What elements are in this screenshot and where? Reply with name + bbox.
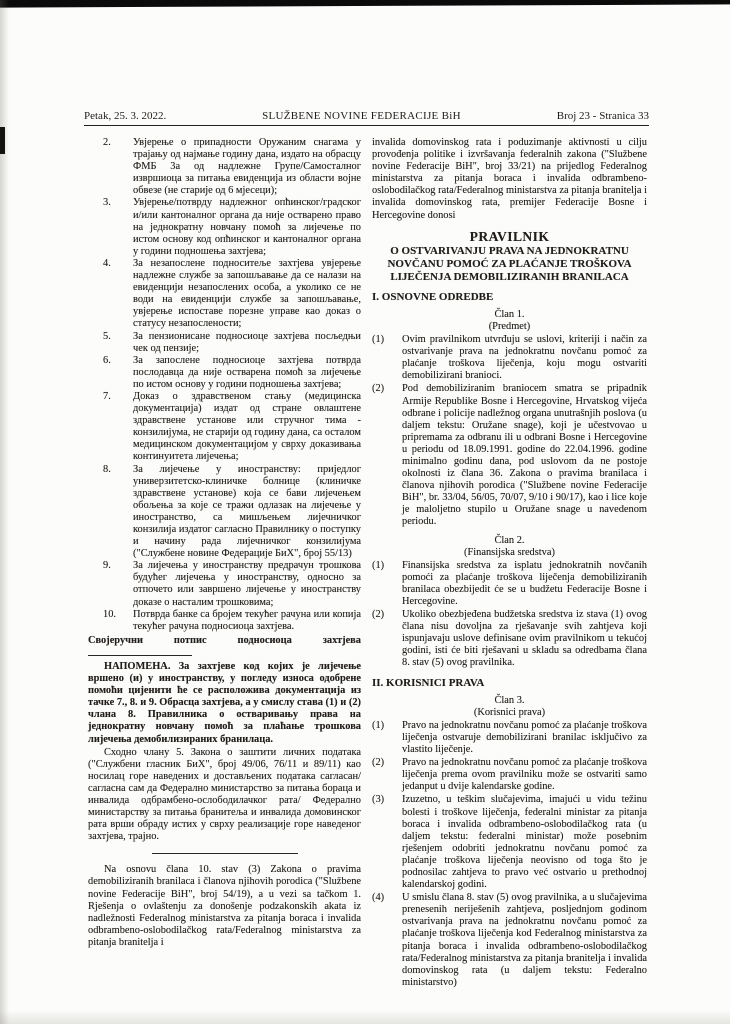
list-item bbox=[88, 355, 361, 391]
list-item bbox=[88, 258, 361, 331]
list-item-number: 4. bbox=[103, 257, 111, 269]
paragraph-text: Finansijska sredstva za isplatu jednokratnih novčanih pomoći za plaćanje troškova liječenja demobiliziranih branilaca obezbijedit će se u budžetu Federacije Bosne i Hercegovine. bbox=[402, 559, 647, 607]
list-item-number: 9. bbox=[103, 560, 111, 572]
list-item bbox=[88, 609, 361, 633]
paragraph-number: (1) bbox=[372, 559, 385, 571]
scan-artifact-mark bbox=[0, 127, 5, 154]
article-paragraph bbox=[372, 560, 647, 608]
list-item-number: 8. bbox=[103, 463, 111, 475]
list-item-text: Потврда банке са бројем текућег рачуна или копија текућег рачуна подносиоца захтјева. bbox=[133, 608, 361, 632]
document-title: PRAVILNIK bbox=[469, 228, 550, 244]
article-3-heading: Član 3. bbox=[494, 694, 525, 706]
list-item-text: За пензионисане подносиоце захтјева посљедњи чек од пензије; bbox=[133, 330, 361, 354]
paragraph-text: Pod demobiliziranim braniocem smatra se pripadnik Armije Republike Bosne i Hercegovine, Hrvatskog vijeća odbrane i policije nadležnog organa unutrašnjih poslova (u daljem tekstu: Oružane snage), koji je učestvovao u pripremama za odbranu ili u odbrani Bosne i Hercegovine u periodu od 18.09.1991. godine do 22.04.1996. godine minimalno godinu dana, pod uslovom da ne postoje okolnosti iz člana 36. Zakona o pravima branilaca i članova njihovih porodica ("Službene novine Federacije BiH", br. 33/04, 56/05, 70/07, 9/10 i 90/17), kao i lice koje je maloljetno stupilo u Oružane snage u navedenom periodu. bbox=[402, 383, 647, 528]
list-item-text: За запослене подносиоце захтјева потврда послодавца да није остварена помоћ за лијечење по истом основу у години подношења захтјева; bbox=[133, 354, 361, 390]
article-paragraph bbox=[372, 892, 647, 989]
list-item-text: Увјерење о припадности Оружаним снагама у трајању од најмање годину дана, издато на обрасцу ФМБ 3а од надлежне Групе/Самосталног извршиоца за питања евиденција из области војне обвезе (не старије од 6 мјесеци); bbox=[133, 137, 361, 197]
legal-basis-continuation: invalida domovinskog rata i poduzimanje aktivnosti u cilju provođenja politike i izvršavanja federalnih zakona ("Službene novine Federacije BiH", broj 33/21) na prijedlog Federalnog ministarstva za pitanja boraca i invalida odbrambeno-oslobodilačkog rata/Federalnog ministarstva za pitanja branitelja i invalida domovinskog rata, premijer Federacije Bosne i Hercegovine donosi bbox=[372, 137, 647, 221]
paragraph-text: Ukoliko obezbjeđena budžetska sredstva iz stava (1) ovog člana nisu dovoljna za rješavanje svih zahtjeva koji ispunjavaju uslove definisane ovim pravilnikom u tekućoj godini, isti će biti rješavani u skladu sa odredbama člana 8. stav (5) ovog pravilnika. bbox=[402, 609, 647, 669]
article-paragraph bbox=[372, 720, 647, 756]
article-paragraph bbox=[372, 794, 647, 891]
list-item bbox=[88, 464, 361, 561]
paragraph-number: (1) bbox=[372, 719, 385, 731]
left-column bbox=[88, 137, 361, 949]
article-3-subheading: (Korisnici prava) bbox=[473, 706, 546, 718]
paragraph-number: (1) bbox=[372, 334, 385, 346]
list-item-number: 2. bbox=[103, 137, 111, 148]
list-item bbox=[88, 331, 361, 355]
signature-line: Својеручни потпис подносиоца захтјева bbox=[88, 634, 361, 646]
paragraph-number: (4) bbox=[372, 892, 385, 904]
paragraph-number: (3) bbox=[372, 794, 385, 806]
list-item bbox=[88, 391, 361, 464]
page-header bbox=[84, 110, 649, 126]
list-item-text: За лијечење у иностранству: приједлог универзитетско-клиничке болнице (клиничке здравствене установе) која се бави лијечењем обољења за које се тражи одлазак на лијечење у иностранство, са мишљењем лијечничког конзилија издатог сагласно Правилнику о поступку и начину рада лијечничког конзилијума ("Службене новине Федерације БиХ", број 55/13) bbox=[133, 463, 361, 560]
legal-basis-paragraph: Na osnovu člana 10. stav (3) Zakona o pravima demobiliziranih branilaca i članova njihovih porodica ("Službene novine Federacije BiH", broj 54/19), a u vezi sa tačkom 1. Rješenja o ovlaštenju za donošenje podzakonskih akata iz nadležnosti Federalnog ministarstva za pitanja boraca i invalida odbrambeno-oslobodilačkog rata/Federalnog ministarstva za pitanja branitelja i bbox=[88, 864, 361, 948]
list-item-text: Увјерење/потврду надлежног опћинског/градског и/или кантоналног органа да није остварено право на једнократну новчану помоћ за лијечење по истом основу код опћинског и кантоналног органа у години подношења захтјева; bbox=[133, 197, 361, 257]
paragraph-text: Pravo na jednokratnu novčanu pomoć za plaćanje troškova liječenja ostvaruje demobilizirani branilac isključivo za vlastito liječenje. bbox=[402, 719, 647, 756]
list-item-number: 7. bbox=[103, 390, 111, 402]
paragraph-text: Ovim pravilnikom utvrđuju se uslovi, kriteriji i način za ostvarivanje prava na jednokratnu novčanu pomoć za plaćanje troškova liječenja, koju mogu ostvariti demobilizirani branioci. bbox=[402, 334, 647, 382]
header-title: SLUŽBENE NOVINE FEDERACIJE BiH bbox=[262, 110, 461, 122]
header-date: Petak, 25. 3. 2022. bbox=[84, 110, 167, 122]
paragraph-number: (2) bbox=[372, 757, 385, 769]
article-1-subheading: (Predmet) bbox=[488, 320, 531, 332]
list-item bbox=[88, 560, 361, 608]
article-paragraph bbox=[372, 609, 647, 669]
header-page-number: Broj 23 - Stranica 33 bbox=[556, 110, 649, 122]
article-2-heading: Član 2. bbox=[494, 534, 525, 546]
paragraph-number: (2) bbox=[372, 609, 385, 621]
scan-edge-bottom bbox=[0, 1010, 730, 1024]
list-item bbox=[88, 137, 361, 197]
section-separator bbox=[152, 853, 298, 854]
paragraph-text: U smislu člana 8. stav (5) ovog pravilnika, a u slučajevima prenesenih neriješenih zahtjeva, posljednjom godinom ostvarivanja prava na jednokratnu novčanu pomoć za plaćanje troškova liječenja kod Federalnog ministarstva za pitanja boraca i invalida odbrambeno-oslobodilačkog rata/Federalnog ministarstva za pitanja branitelja i invalida domovinskog rata (u daljem tekstu: Federalno ministarstvo) bbox=[402, 892, 647, 988]
list-item-number: 6. bbox=[103, 354, 111, 366]
article-paragraph bbox=[372, 757, 647, 793]
right-column bbox=[372, 137, 647, 989]
list-item-number: 10. bbox=[103, 608, 116, 620]
list-item-text: Доказ о здравственом стању (медицинска документација) издат од стране овлаштене здравствене установе или стручног тима - конзилијума, не старији од годину дана, са осталом медицинском документацијом у сврху доказивања континуитета лијечења; bbox=[133, 390, 361, 463]
section-heading-2: II. KORISNICI PRAVA bbox=[372, 676, 485, 689]
article-2-subheading: (Finansijska sredstva) bbox=[464, 546, 555, 558]
article-1-heading: Član 1. bbox=[494, 308, 525, 320]
note-paragraph: НАПОМЕНА. За захтјеве код којих је лијечење вршено (и) у иностранству, у погледу износа одобрене помоћи цијенити ће се расположива документација из тачке 7., 8. и 9. Обрасца захтјева, а у смислу става (1) и (2) члана 8. Правилника о остваривању права на једнократну новчану помоћ за плаћање трошкова лијечења демобилизираних бранилаца. bbox=[88, 660, 361, 745]
document-subtitle: O OSTVARIVANJU PRAVA NA JEDNOKRATNU NOVČANU POMOĆ ZA PLAĆANJE TROŠKOVA LIJEČENJA DEMOBILIZIRANIH BRANILACA bbox=[387, 244, 632, 283]
scan-edge-top bbox=[0, 0, 730, 8]
list-item bbox=[88, 197, 361, 257]
list-item-text: За лијечења у иностранству предрачун трошкова будућег лијечења у иностранству, односно за отпочето или завршено лијечење у иностранству доказе о насталим трошковима; bbox=[133, 560, 361, 608]
section-heading-1: I. OSNOVNE ODREDBE bbox=[372, 290, 494, 303]
footnote-separator bbox=[88, 655, 192, 656]
paragraph-number: (2) bbox=[372, 383, 385, 395]
list-item-number: 5. bbox=[103, 330, 111, 342]
paragraph-text: Izuzetno, u teškim slučajevima, imajući u vidu težinu bolesti i troškove liječenja, federalni ministar za pitanja boraca i invalida odbrambeno-oslobodilačkog rata (u daljem tekstu: federalni ministar) može posebnim rješenjem odobriti jednokratnu novčanu pomoć za plaćanje troškova liječenja neovisno od toga što je podnosilac zahtjeva to pravo već ostvario u prethodnoj kalendarskoj godini. bbox=[402, 794, 647, 891]
data-protection-paragraph: Сходно члану 5. Закона о заштити личних података ("Службени гласник БиХ", број 49/06, 76/11 и 89/11) као носилац горе наведених и достављених података сагласан/сагласна сам да Федерално министарство за питања бораца и инвалида одбрамбено-ослободилачког рата/ Федерално министарству за питања бранитеља и инвалида домовинског рата врши обраду истих у сврху реализације горе наведеног захтјева, трајно. bbox=[88, 746, 361, 843]
article-paragraph bbox=[372, 334, 647, 382]
paragraph-text: Pravo na jednokratnu novčanu pomoć za plaćanje troškova liječenja prema ovom pravilniku može se ostvariti samo jedanput u dvije kalendarske godine. bbox=[402, 757, 647, 793]
list-item-text: За незапослене подноситеље захтјева увјерење надлежне службе за запошљавање да се налази на евиденцији незапослених особа, а уколико се не води на евиденцији службе за запошљавање, увјерење испоставе порезне управе као доказ о статусу незапослености; bbox=[133, 257, 361, 330]
list-item-number: 3. bbox=[103, 197, 111, 209]
article-paragraph bbox=[372, 383, 647, 528]
